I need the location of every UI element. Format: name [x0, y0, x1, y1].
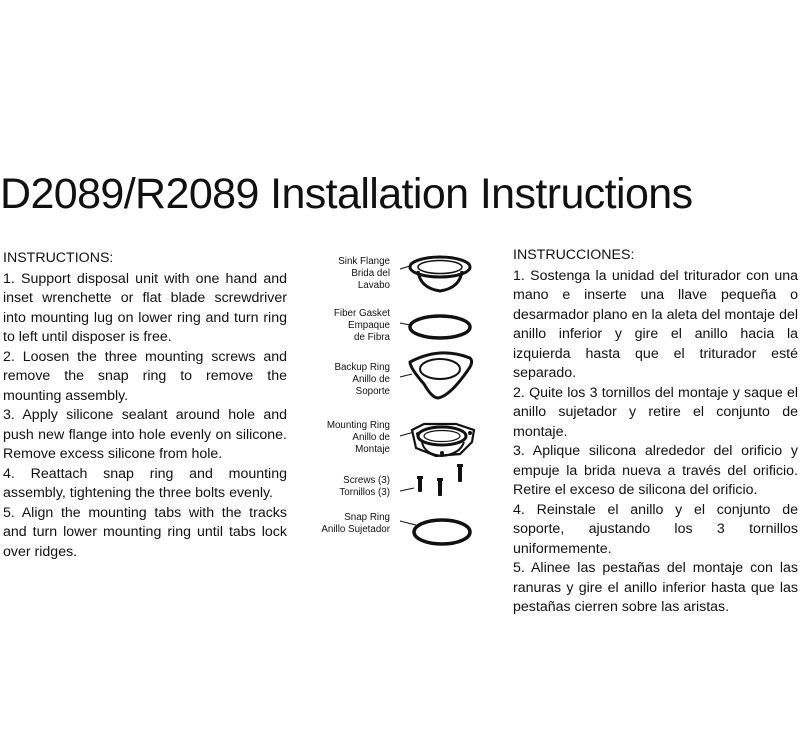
leader-line — [400, 323, 410, 325]
english-step: 3. Apply silicone sealant around hole and push new flange into hole evenly on silicone. Remove excess silicone from hole. — [3, 407, 287, 462]
part-label-sink-flange — [338, 256, 390, 292]
leader-line — [400, 521, 416, 525]
leader-line — [400, 266, 410, 269]
parts-diagram — [398, 250, 508, 550]
spanish-step: 1. Sostenga la unidad del triturador con una mano e inserte una llave pequeña o desarmador plano en la aleta del montaje del anillo inferior y gire el anillo hacia la izquierda hasta que el triturador esté separado. — [513, 267, 798, 381]
spanish-step: 3. Aplique silicona alrededor del orificio y empuje la brida nueva a través del orificio. Retire el exceso de silicona del orificio. — [513, 443, 798, 498]
part-label-backup-ring — [334, 362, 390, 398]
spanish-step: 2. Quite los 3 tornillos del montaje y saque el anillo sujetador y retire el conjunto de montaje. — [513, 384, 798, 440]
sink-flange-icon — [410, 257, 470, 291]
mounting-ring-icon — [412, 424, 474, 456]
part-label-snap-ring — [321, 512, 390, 536]
spanish-instructions — [513, 246, 798, 618]
part-label-line: de Fibra — [354, 332, 390, 343]
part-label-line: Tornillos (3) — [339, 487, 390, 498]
english-step: 4. Reattach snap ring and mounting assembly, tightening the three bolts evenly. — [3, 465, 287, 501]
fiber-gasket-icon — [410, 316, 470, 338]
spanish-step: 5. Alinee las pestañas del montaje con las ranuras y gire el anillo inferior hasta que las pestañas cierren sobre las aristas. — [513, 560, 798, 615]
part-label-line: Soporte — [355, 386, 390, 397]
part-label-line: Mounting Ring — [326, 420, 390, 431]
part-label-line: Anillo Sujetador — [321, 524, 390, 535]
part-label-line: Screws (3) — [343, 475, 390, 486]
english-step: 2. Loosen the three mounting screws and remove the snap ring to remove the mounting assembly. — [3, 348, 287, 404]
english-instructions — [3, 249, 287, 562]
part-label-line: Fiber Gasket — [333, 308, 390, 319]
english-step: 5. Align the mounting tabs with the tracks and turn lower mounting ring until tabs lock over ridges. — [3, 504, 287, 560]
english-heading: INSTRUCTIONS: — [3, 250, 114, 266]
english-step: 1. Support disposal unit with one hand and inset wrenchette or flat blade screwdriver into mounting lug on lower ring and turn ring to left until disposer is free. — [3, 270, 287, 345]
spanish-heading: INSTRUCCIONES: — [513, 247, 635, 263]
part-label-fiber-gasket — [334, 308, 390, 344]
part-label-screws — [339, 475, 390, 499]
part-label-line: Brida del — [351, 268, 390, 279]
part-label-line: Empaque — [348, 320, 390, 331]
spanish-step: 4. Reinstale el anillo y el conjunto de soporte, ajustando los 3 tornillos uniformemente. — [513, 501, 798, 557]
backup-ring-icon — [410, 353, 472, 398]
part-label-line: Sink Flange — [338, 256, 390, 267]
leader-line — [400, 488, 414, 491]
part-label-mounting-ring — [327, 420, 390, 456]
part-label-line: Anillo de — [352, 374, 390, 385]
part-label-line: Montaje — [355, 444, 390, 455]
part-label-line: Backup Ring — [334, 362, 390, 373]
page-title: D2089/R2089 Installation Instructions — [0, 170, 693, 218]
part-label-line: Snap Ring — [344, 512, 390, 523]
screws-icon — [417, 464, 463, 496]
part-label-line: Anillo de — [352, 432, 390, 443]
snap-ring-icon — [414, 520, 470, 544]
part-label-line: Lavabo — [357, 280, 390, 291]
leader-line — [400, 374, 412, 377]
